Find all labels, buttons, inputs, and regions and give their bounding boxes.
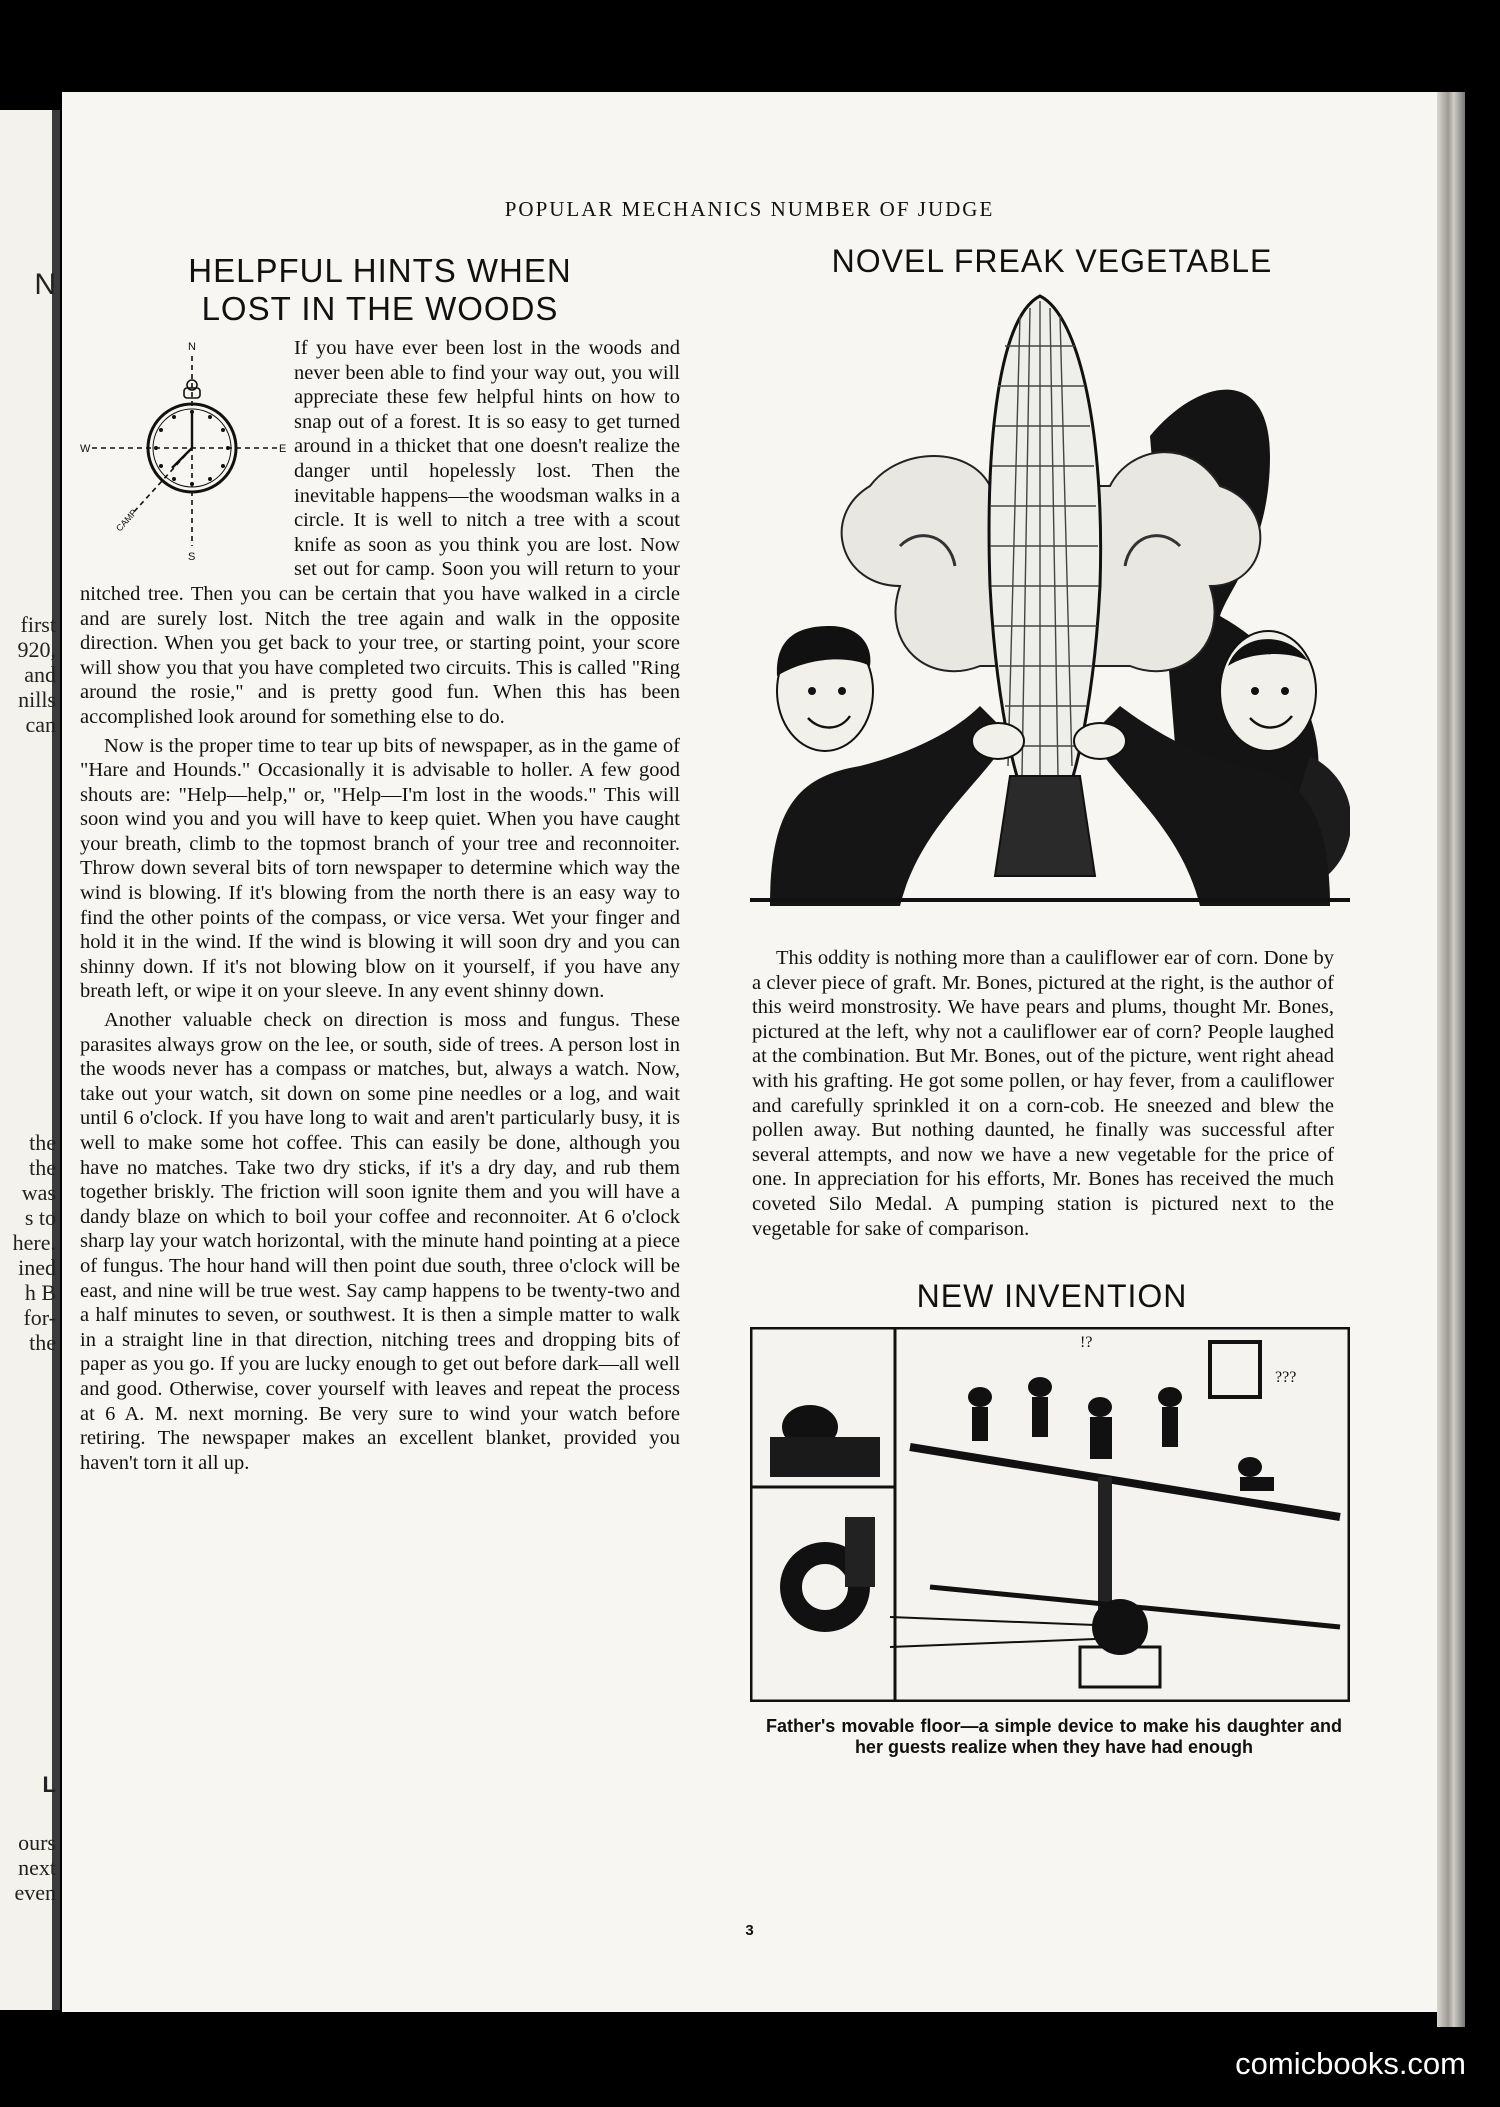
article-title: NEW INVENTION [916, 1278, 1188, 1315]
left-fragment: ours [18, 1830, 56, 1855]
left-fragment: and [24, 662, 56, 687]
article-body [80, 336, 680, 1475]
site-watermark: comicbooks.com [1235, 2046, 1466, 2081]
compass-label-east: E [279, 443, 287, 455]
running-head: POPULAR MECHANICS NUMBER OF JUDGE [504, 197, 995, 221]
left-fragment: the [29, 1130, 56, 1155]
compass-label-west: W [80, 443, 91, 455]
title-line: HELPFUL HINTS WHEN [188, 252, 572, 289]
corn-cartoon-illustration [750, 286, 1350, 906]
article-title: NOVEL FREAK VEGETABLE [831, 243, 1273, 279]
left-fragment: 920, [17, 637, 56, 662]
left-fragment: here. [12, 1230, 56, 1255]
paragraph: Now is the proper time to tear up bits of newspaper, as in the game of "Hare and Hounds." Occasionally it is advisable to holler. A few good shouts are: "Help—help," or, "Help—I'm lost in the woods." This will soon wind you and you will have to keep quiet. When you have caught your breath, climb to the topmost branch of your tree and reconnoiter. Throw down several bits of torn newspaper to determine which way the wind is blowing. If it's blowing from the north there is an easy way to find the other points of the compass, or vice versa. Wet your finger and hold it in the wind. If the wind is blowing it will soon dry and you can shinny down. If it's not blowing blow on it yourself, if you have any breath left, or wipe it on your sleeve. In any event shinny down. [80, 734, 680, 1003]
left-fragment: was [21, 1180, 56, 1205]
magazine-page [62, 92, 1437, 2012]
page-number: 3 [745, 1922, 754, 1939]
left-fragment: nills [18, 687, 56, 712]
title-line: LOST IN THE WOODS [201, 290, 559, 327]
left-fragment: can [25, 712, 56, 737]
left-fragment: even [14, 1880, 56, 1905]
movable-floor-cartoon [750, 1327, 1350, 1702]
left-fragment: L [42, 1772, 56, 1797]
left-fragment: the [29, 1330, 56, 1355]
left-fragment: s to [24, 1205, 56, 1230]
left-fragment: h B [24, 1280, 56, 1305]
compass-label-north: N [188, 341, 196, 353]
left-fragment: for- [23, 1305, 56, 1330]
paragraph: Another valuable check on direction is moss and fungus. These parasites always grow on the lee, or south, side of trees. A person lost in the woods never has a compass or matches, but, always a watch. Now, take out your watch, sit down on some pine needles or a log, and wait until 6 o'clock. If you have long to wait and aren't particularly busy, it is well to make some hot coffee. This can easily be done, although you have no matches. Take two dry sticks, if it's a dry day, and rub them together briskly. The friction will soon ignite them and you will have a dandy blaze on which to boil your coffee and reconnoiter. At 6 o'clock sharp lay your watch horizontal, with the minute hand pointing at a piece of fungus. The hour hand will then point due south, three o'clock will be east, and nine will be true west. Say camp happens to be twenty-two and a half minutes to seven, or southwest. It is then a simple matter to walk in a straight line in that direction, nitching trees and dropping bits of paper as you go. If you are lucky enough to get out before dark—all well and good. Otherwise, cover yourself with leaves and repeat the process at 6 A. M. next morning. Be very sure to wind your watch before retiring. The newspaper makes an excellent blanket, provided you haven't torn it all up. [80, 1009, 680, 1474]
adjacent-page-edge [0, 110, 60, 2010]
left-fragment: N [34, 268, 56, 301]
article-helpful-hints [80, 252, 680, 1475]
compass-label-south: S [188, 551, 196, 563]
left-fragment: the [29, 1155, 56, 1180]
cartoon-caption: Father's movable floor—a simple device to make his daughter and her guests realize when they have had enough [766, 1716, 1342, 1758]
article-body: This oddity is nothing more than a cauliflower ear of corn. Done by a clever piece of graft. Mr. Bones, pictured at the right, is the author of this weird monstrosity. We have pears and plums, thought Mr. Bones, pictured at the left, why not a cauliflower ear of corn? People laughed at the combination. But Mr. Bones, out of the picture, went right ahead with his grafting. He got some pollen, or hay fever, from a cauliflower and carefully sprinkled it on a corn-cob. He sneezed and blew the pollen away. But nothing daunted, he finally was successful after several attempts, and now we have a new vegetable for the price of one. In appreciation for his efforts, Mr. Bones has received the much coveted Silo Medal. A pumping station is pictured next to the vegetable for sake of comparison. [752, 947, 1334, 1240]
page-stack-edge [1437, 92, 1465, 2027]
compass-label-camp: CAMP [114, 507, 139, 534]
article-novel-freak-vegetable [702, 242, 1402, 1758]
book-spine [52, 110, 60, 2010]
paragraph: If you have ever been lost in the woods and never been able to find your way out, you will appreciate these few helpful hints on how to snap out of a forest. It is so easy to get turned around in a thicket that one doesn't realize the danger until hopelessly lost. Then the inevitable happens—the woodsman walks in a circle. It is well to nitch a tree with a scout knife as soon as you think you are lost. Now set out for camp. Soon you will return to your nitched tree. Then you can be certain that you have walked in a circle and are surely lost. Nitch the tree again and walk in the opposite direction. When you get back to your tree, or starting point, your score will show you that you have completed two circuits. This is called "Ring around the rosie," and is pretty good fun. When this has been accomplished look around for something else to do. [80, 337, 680, 728]
left-fragment: ined [18, 1255, 56, 1280]
cartoon-question: ??? [1275, 1369, 1297, 1387]
left-fragment: first [20, 612, 56, 637]
left-fragment: next [18, 1855, 56, 1880]
cartoon-exclaim: !? [1080, 1334, 1093, 1352]
article-title [80, 252, 680, 328]
watch-compass-illustration [80, 336, 288, 564]
